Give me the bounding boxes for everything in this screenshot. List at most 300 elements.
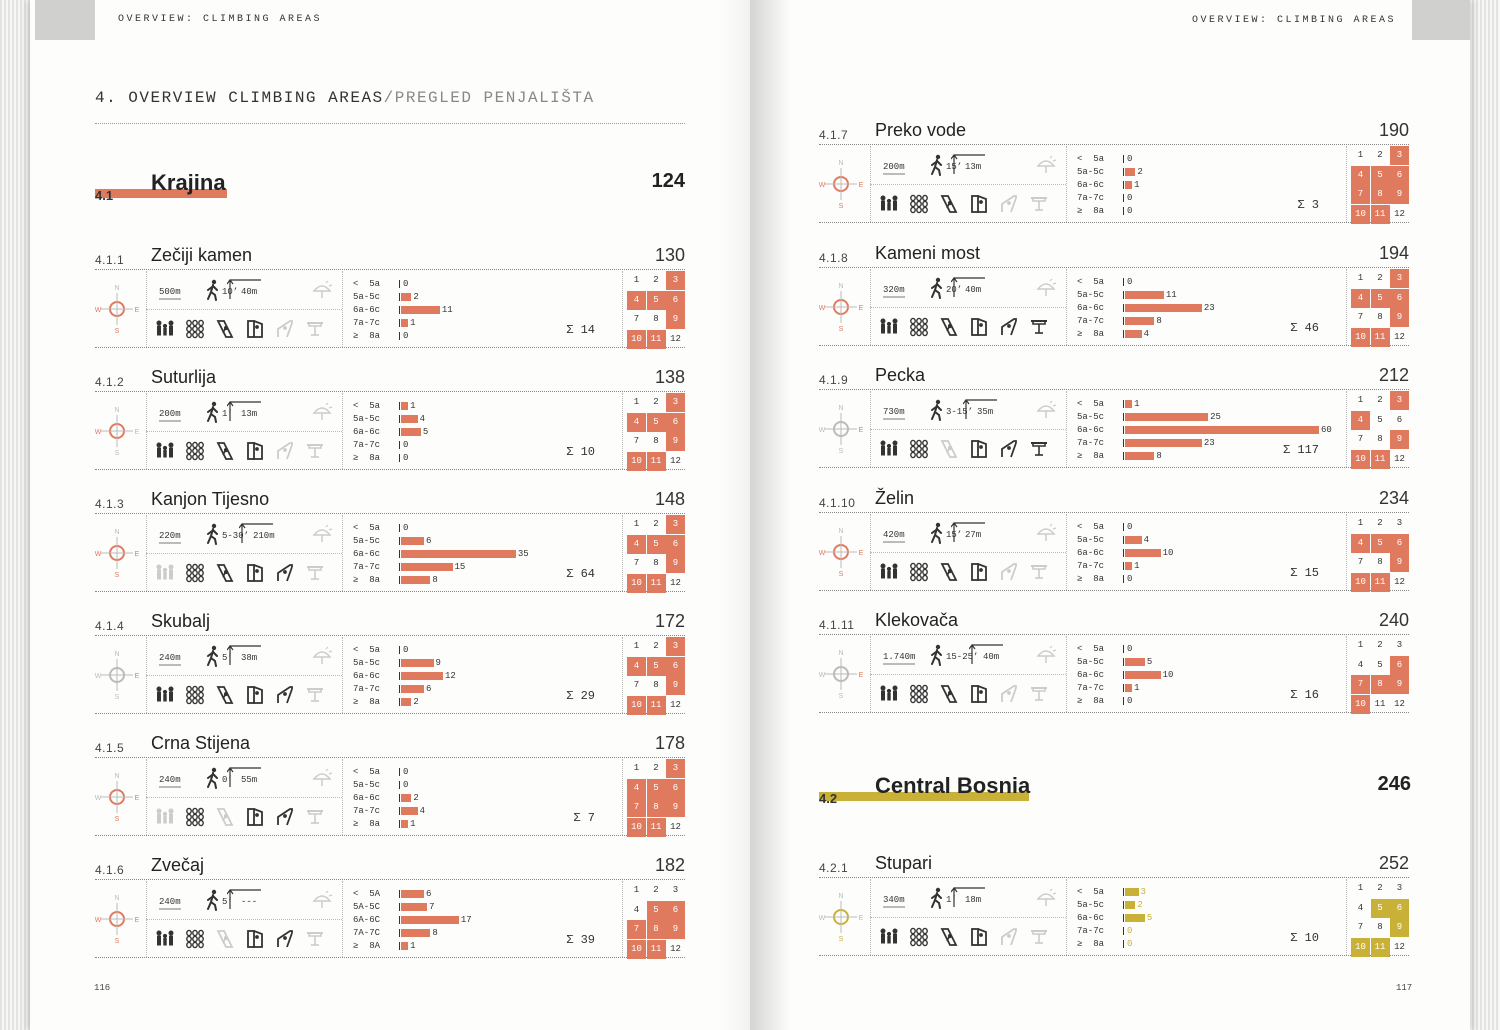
svg-text:E: E (134, 917, 140, 924)
grade-axis-tick (399, 807, 400, 815)
month-cell: 12 (1394, 331, 1405, 342)
month-cell: 12 (670, 333, 681, 344)
month-cell: 12 (670, 577, 681, 588)
walking-icon (205, 645, 221, 667)
entry-page: 240 (1378, 610, 1409, 630)
month-cell: 1 (1357, 518, 1364, 528)
entry-number: 4.1.7 (819, 128, 849, 142)
month-cell: 2 (653, 763, 659, 773)
grade-count: 0 (403, 645, 409, 655)
grade-label: 7a-7c (1077, 683, 1105, 693)
grade-axis-tick (1123, 914, 1124, 922)
aspect-compass-icon (819, 146, 869, 222)
grade-label: 7a-7c (1077, 316, 1105, 326)
month-cell: 4 (1351, 411, 1370, 430)
grade-label: 7a-7c (353, 562, 381, 572)
aspect-compass-icon (819, 269, 869, 345)
grade-label: ≥ 8a (1077, 696, 1105, 706)
overhang-icon (275, 929, 295, 949)
grade-axis-tick (399, 659, 400, 667)
grade-count: 0 (1127, 644, 1133, 654)
roof-icon (305, 807, 325, 827)
overhang-icon (275, 807, 295, 827)
grade-label: < 5a (1077, 277, 1105, 287)
family-icon (879, 194, 899, 214)
approach-distance: 500m (159, 287, 181, 297)
svg-text:E: E (858, 305, 864, 312)
route-total: Σ 14 (566, 323, 595, 337)
row-divider (870, 917, 1066, 918)
month-cell: 5 (1377, 414, 1383, 425)
entry-number: 4.1.5 (95, 741, 125, 755)
wall-height: 55m (241, 775, 258, 785)
grade-count: 0 (403, 331, 409, 341)
grade-bar (401, 537, 424, 545)
entry-rule-bottom (819, 712, 1409, 713)
month-cell: 10 (1351, 938, 1370, 957)
grade-axis-tick (399, 537, 400, 545)
entry-rule-top (95, 391, 685, 392)
route-total: Σ 46 (1290, 321, 1319, 335)
entry-number: 4.1.9 (819, 373, 849, 387)
aspect-compass-icon (819, 879, 869, 955)
grade-label: 6a-6c (1077, 670, 1105, 680)
approach-time: 5-30’ (222, 531, 250, 541)
month-cell: 8 (1377, 557, 1383, 567)
aspect-compass-icon (95, 881, 145, 957)
approach-time: 5’ (222, 897, 233, 907)
grade-axis-tick (399, 794, 400, 802)
month-cell: 8 (1377, 434, 1383, 444)
month-cell: 8 (653, 314, 659, 324)
entry-page: 234 (1378, 488, 1409, 508)
month-cell: 11 (1371, 205, 1390, 224)
grade-bar (1125, 304, 1202, 312)
grade-label: 5a-5c (1077, 290, 1105, 300)
roof-icon (1029, 562, 1049, 582)
compass-box (95, 759, 145, 835)
month-cell: 12 (1394, 698, 1405, 709)
approach-time: 1’ (222, 409, 233, 419)
month-cell: 4 (633, 904, 640, 915)
route-total: Σ 7 (573, 811, 595, 825)
approach-time: 1’ (946, 895, 957, 905)
grade-axis-tick (399, 942, 400, 950)
grade-count: 0 (1127, 277, 1133, 287)
grade-bar (401, 576, 430, 584)
svg-text:W: W (95, 429, 102, 436)
aspect-compass-icon (95, 393, 145, 469)
slab-icon (215, 929, 235, 949)
month-cell: 4 (627, 657, 646, 676)
grade-label: 7a-7c (1077, 926, 1105, 936)
vertical-icon (969, 927, 989, 947)
column-divider (342, 637, 343, 713)
chains-icon (185, 685, 205, 705)
approach-distance: 340m (883, 895, 905, 905)
entry-page: 148 (654, 489, 685, 509)
grade-bar (401, 820, 408, 828)
entry-rule-top (95, 513, 685, 514)
month-cell: 9 (666, 920, 685, 939)
overhang-icon (999, 684, 1019, 704)
grade-count: 6 (426, 536, 432, 546)
walking-icon (205, 279, 221, 301)
entry-number: 4.1.8 (819, 251, 849, 265)
svg-text:N: N (838, 160, 844, 167)
month-cell: 2 (653, 519, 659, 529)
row-divider (146, 309, 342, 310)
route-total: Σ 10 (566, 445, 595, 459)
grade-bar (401, 563, 453, 571)
entry-page: 190 (1378, 120, 1409, 140)
grade-label: ≥ 8a (353, 453, 381, 463)
climbing-area-entry (819, 365, 1409, 485)
grade-axis-tick (1123, 549, 1124, 557)
month-cell: 2 (653, 275, 659, 285)
season-calendar (627, 881, 685, 957)
month-cell: 2 (1377, 150, 1383, 160)
grade-axis-tick (399, 576, 400, 584)
entry-name: Kameni most (875, 243, 981, 263)
grade-count: 12 (445, 671, 456, 681)
month-cell: 7 (1357, 434, 1364, 444)
grade-label: 6A-6C (353, 915, 381, 925)
shade-icon (311, 279, 333, 301)
grade-label: ≥ 8a (1077, 451, 1105, 461)
grade-bar (401, 319, 408, 327)
entry-name: Crna Stijena (151, 733, 251, 753)
family-icon (879, 439, 899, 459)
svg-text:N: N (114, 285, 120, 292)
grade-bar (1125, 888, 1139, 896)
column-divider (622, 515, 623, 591)
column-divider (622, 881, 623, 957)
roof-icon (305, 685, 325, 705)
approach-time: 15’ (946, 530, 963, 540)
column-divider (342, 271, 343, 347)
grade-count: 0 (403, 440, 409, 450)
climbing-area-entry (95, 489, 685, 609)
grade-axis-tick (1123, 888, 1124, 896)
grade-label: < 5a (353, 523, 381, 533)
grade-label: ≥ 8a (353, 697, 381, 707)
grade-axis-tick (399, 646, 400, 654)
grade-label: 6a-6c (353, 549, 381, 559)
month-cell: 3 (1390, 391, 1409, 410)
row-divider (146, 797, 342, 798)
month-cell: 4 (627, 779, 646, 798)
season-calendar (627, 271, 685, 347)
grade-count: 5 (1146, 657, 1153, 667)
grade-bar (401, 890, 424, 898)
month-cell: 7 (633, 314, 640, 324)
svg-text:E: E (134, 551, 140, 558)
grade-count: 23 (1203, 438, 1215, 448)
svg-text:W: W (819, 550, 826, 557)
month-cell: 11 (647, 696, 666, 715)
shade-icon (311, 401, 333, 423)
season-calendar (1351, 636, 1409, 712)
chains-icon (909, 194, 929, 214)
grade-count: 5 (422, 427, 429, 437)
grade-label: 7a-7c (1077, 561, 1105, 571)
month-cell: 9 (666, 432, 685, 451)
shade-icon (311, 645, 333, 667)
grade-count: 0 (1127, 696, 1133, 706)
slab-icon (215, 563, 235, 583)
month-cell: 3 (666, 637, 685, 656)
section-title: Central Bosnia (875, 773, 1031, 798)
grade-axis-tick (1123, 684, 1124, 692)
grade-bar (401, 402, 408, 410)
grade-label: 7a-7c (353, 440, 381, 450)
compass-box (819, 391, 869, 467)
wall-height: 38m (241, 653, 258, 663)
grade-count: 9 (435, 658, 441, 668)
grade-axis-tick (1123, 181, 1124, 189)
grade-axis-tick (1123, 536, 1124, 544)
compass-box (819, 636, 869, 712)
grade-label: 5a-5c (353, 658, 381, 668)
row-divider (870, 429, 1066, 430)
grade-label: < 5a (353, 279, 381, 289)
grade-axis-tick (399, 319, 400, 327)
grade-axis-tick (1123, 426, 1124, 434)
section-page: 246 (1377, 773, 1411, 795)
month-cell: 5 (647, 779, 666, 798)
grade-label: < 5a (353, 645, 381, 655)
svg-text:N: N (838, 528, 844, 535)
grade-axis-tick (399, 441, 400, 449)
slab-icon (939, 927, 959, 947)
column-divider (622, 393, 623, 469)
row-divider (146, 675, 342, 676)
month-cell: 1 (633, 397, 640, 407)
svg-text:N: N (838, 283, 844, 290)
grade-count: 17 (460, 915, 472, 925)
month-cell: 8 (653, 436, 659, 446)
climbing-area-entry (95, 733, 685, 853)
month-cell: 9 (666, 798, 685, 817)
grade-axis-tick (1123, 413, 1124, 421)
svg-text:E: E (134, 307, 140, 314)
grade-bar (401, 306, 440, 314)
grade-label: 6a-6c (353, 793, 381, 803)
grade-label: 5a-5c (353, 414, 381, 424)
grade-bar (1125, 291, 1164, 299)
roof-icon (1029, 317, 1049, 337)
chapter-title-local: /PREGLED PENJALIŠTA (383, 89, 595, 107)
svg-text:W: W (95, 551, 102, 558)
grade-label: ≥ 8a (1077, 939, 1105, 949)
grade-label: 5a-5c (1077, 412, 1105, 422)
family-icon (879, 317, 899, 337)
grade-axis-tick (1123, 194, 1124, 202)
month-cell: 10 (1351, 450, 1370, 469)
month-cell: 3 (1390, 269, 1409, 288)
svg-text:E: E (134, 673, 140, 680)
entry-name: Zečiji kamen (151, 245, 253, 265)
month-cell: 6 (666, 291, 685, 310)
grade-label: 7a-7c (353, 684, 381, 694)
shade-icon (1035, 522, 1057, 544)
entry-name: Stupari (875, 853, 933, 873)
entry-number: 4.1.1 (95, 253, 125, 267)
walking-icon (929, 154, 945, 176)
family-icon (879, 927, 899, 947)
month-cell: 9 (666, 554, 685, 573)
row-divider (870, 184, 1066, 185)
vertical-icon (969, 562, 989, 582)
shade-icon (1035, 277, 1057, 299)
route-total: Σ 15 (1290, 566, 1319, 580)
grade-label: 5a-5c (353, 780, 381, 790)
svg-text:W: W (95, 795, 102, 802)
climbing-area-entry (95, 611, 685, 731)
running-head-right: OVERVIEW: CLIMBING AREAS (1192, 15, 1397, 26)
svg-text:N: N (838, 650, 844, 657)
month-cell: 9 (1390, 918, 1409, 937)
grade-label: ≥ 8a (1077, 206, 1105, 216)
wall-height: 13m (965, 162, 982, 172)
grade-bar (1125, 439, 1202, 447)
svg-text:S: S (838, 693, 844, 700)
month-cell: 12 (1394, 453, 1405, 464)
month-cell: 10 (1351, 695, 1370, 714)
grade-axis-tick (1123, 575, 1124, 583)
climbing-area-entry (95, 855, 685, 975)
row-divider (146, 431, 342, 432)
entry-rule-top (95, 269, 685, 270)
grade-count: 15 (454, 562, 466, 572)
month-cell: 7 (1357, 922, 1364, 932)
grade-label: ≥ 8a (353, 819, 381, 829)
svg-text:E: E (858, 182, 864, 189)
approach-time: 3-15’ (946, 407, 974, 417)
overhang-icon (999, 562, 1019, 582)
vertical-icon (245, 563, 265, 583)
grade-count: 0 (403, 780, 409, 790)
grade-bar (401, 415, 418, 423)
entry-rule-top (819, 877, 1409, 878)
wall-height: 40m (241, 287, 258, 297)
walking-icon (205, 767, 221, 789)
grade-axis-tick (399, 428, 400, 436)
compass-box (95, 637, 145, 713)
svg-text:N: N (114, 407, 120, 414)
slab-icon (939, 194, 959, 214)
page-number-left: 116 (94, 983, 111, 993)
entry-name: Kanjon Tijesno (151, 489, 270, 509)
row-divider (870, 552, 1066, 553)
grade-label: 5a-5c (1077, 167, 1105, 177)
month-cell: 6 (666, 413, 685, 432)
grade-bar (401, 428, 421, 436)
grade-bar (1125, 452, 1154, 460)
grade-axis-tick (399, 280, 400, 288)
month-cell: 3 (1396, 640, 1403, 650)
entry-name: Suturlija (151, 367, 217, 387)
grade-axis-tick (1123, 330, 1124, 338)
month-cell: 11 (1371, 938, 1390, 957)
compass-box (95, 393, 145, 469)
month-cell: 5 (647, 291, 666, 310)
chains-icon (185, 563, 205, 583)
grade-bar (1125, 549, 1161, 557)
grade-axis-tick (399, 685, 400, 693)
wall-height: 18m (965, 895, 982, 905)
grade-axis-tick (399, 672, 400, 680)
chains-icon (909, 317, 929, 337)
month-cell: 10 (627, 818, 646, 837)
compass-box (95, 271, 145, 347)
month-cell: 10 (1351, 328, 1370, 347)
svg-text:W: W (819, 427, 826, 434)
family-icon (155, 319, 175, 339)
overhang-icon (275, 685, 295, 705)
grade-bar (1125, 426, 1319, 434)
wall-height: 40m (983, 652, 1000, 662)
month-cell: 5 (1377, 659, 1383, 670)
slab-icon (215, 685, 235, 705)
svg-text:E: E (858, 672, 864, 679)
grade-label: 5a-5c (1077, 657, 1105, 667)
route-total: Σ 64 (566, 567, 595, 581)
route-total: Σ 117 (1282, 443, 1319, 457)
svg-text:N: N (114, 651, 120, 658)
grade-axis-tick (399, 903, 400, 911)
grade-count: 8 (1156, 316, 1162, 326)
grade-count: 1 (1134, 683, 1140, 693)
chains-icon (909, 439, 929, 459)
shade-icon (1035, 644, 1057, 666)
grade-count: 2 (413, 292, 419, 302)
grade-label: 6a-6c (1077, 425, 1105, 435)
grade-count: 8 (1156, 451, 1162, 461)
grade-label: ≥ 8a (353, 331, 381, 341)
month-cell: 11 (1371, 450, 1390, 469)
month-cell: 1 (633, 763, 640, 773)
grade-bar (401, 698, 411, 706)
svg-text:E: E (858, 427, 864, 434)
month-cell: 7 (627, 920, 646, 939)
running-head-left: OVERVIEW: CLIMBING AREAS (118, 14, 323, 25)
grade-count: 5 (1146, 913, 1153, 923)
grade-bar (401, 916, 459, 924)
grade-label: 6a-6c (1077, 303, 1105, 313)
month-cell: 3 (1396, 518, 1403, 528)
entry-number: 4.2.1 (819, 861, 849, 875)
grade-axis-tick (399, 524, 400, 532)
family-icon (155, 563, 175, 583)
grade-axis-tick (1123, 168, 1124, 176)
grade-axis-tick (1123, 291, 1124, 299)
grade-label: 6a-6c (353, 427, 381, 437)
family-icon (155, 929, 175, 949)
route-total: Σ 39 (566, 933, 595, 947)
walking-icon (929, 399, 945, 421)
month-cell: 2 (1377, 883, 1383, 893)
column-divider (342, 515, 343, 591)
column-divider (1066, 269, 1067, 345)
svg-text:W: W (819, 672, 826, 679)
grade-count: 1 (410, 819, 416, 829)
chains-icon (185, 319, 205, 339)
family-icon (879, 684, 899, 704)
grade-bar (1125, 914, 1145, 922)
column-divider (342, 759, 343, 835)
